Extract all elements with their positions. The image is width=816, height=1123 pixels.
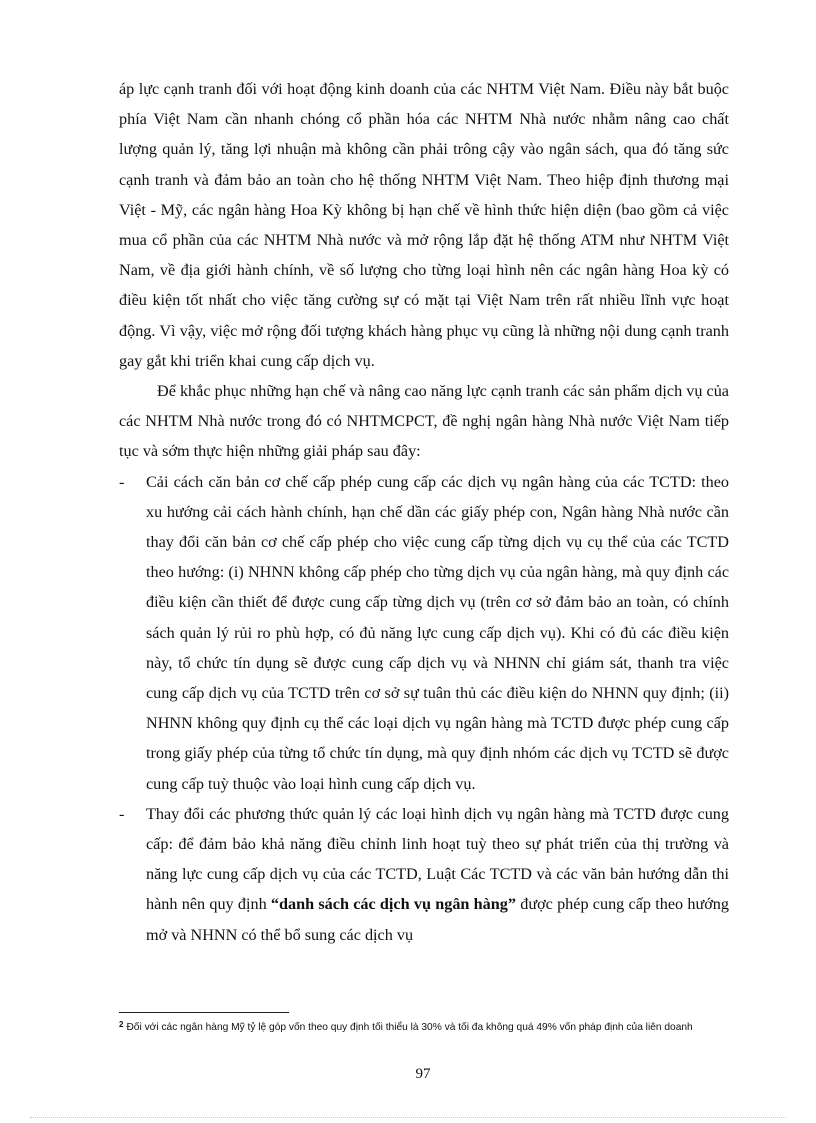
- paragraph-1: áp lực cạnh tranh đối với hoạt động kinh doanh của các NHTM Việt Nam. Điều này bắt buộc phía Việt Nam cần nhanh chóng cổ phần hóa các NHTM Nhà nước nhằm nâng cao chất lượng quản lý, tăng lợi nhuận mà không cần phải trông cậy vào ngân sách, qua đó tăng sức cạnh tranh và đảm bảo an toàn cho hệ thống NHTM Việt Nam. Theo hiệp định thương mại Việt - Mỹ, các ngân hàng Hoa Kỳ không bị hạn chế về hình thức hiện diện (bao gồm cả việc mua cổ phần của các NHTM Nhà nước và mở rộng lắp đặt hệ thống ATM như NHTM Việt Nam, về địa giới hành chính, về số lượng cho từng loại hình nên các ngân hàng Hoa kỳ có điều kiện tốt nhất cho việc tăng cường sự có mặt tại Việt Nam trên rất nhiều lĩnh vực hoạt động. Vì vậy, việc mở rộng đối tượng khách hàng phục vụ cũng là những nội dung cạnh tranh gay gắt khi triển khai cung cấp dịch vụ.: [119, 80, 729, 370]
- footnote-marker: 2: [119, 1020, 124, 1029]
- page-bottom-dotted-border: [30, 1117, 786, 1118]
- bullet-item-2-text-end: được phép cung cấp theo hướng mở và NHNN có thể bổ sung các dịch vụ: [146, 895, 729, 944]
- bullet-item-2: [119, 799, 729, 950]
- bullet-dash: -: [119, 472, 125, 491]
- bullet-item-2-bold-term: “danh sách các dịch vụ ngân hàng”: [270, 895, 516, 914]
- footnote: [119, 1018, 729, 1034]
- page-number: 97: [415, 1066, 431, 1082]
- bullet-item-1: [119, 467, 729, 799]
- paragraph-2: Để khắc phục những hạn chế và nâng cao năng lực cạnh tranh các sản phẩm dịch vụ của các NHTM Nhà nước trong đó có NHTMCPCT, đề nghị ngân hàng Nhà nước Việt Nam tiếp tục và sớm thực hiện những giải pháp sau đây:: [119, 382, 729, 461]
- bullet-item-2-text-start: Thay đổi các phương thức quản lý các loại hình dịch vụ ngân hàng mà TCTD được cung cấp: để đảm bảo khả năng điều chỉnh linh hoạt tuỳ theo sự phát triển của thị trường và năng lực cung cấp dịch vụ của các TCTD, Luật Các TCTD và các văn bản hướng dẫn thi hành nên quy định: [146, 804, 729, 914]
- body-text: [119, 74, 729, 950]
- bullet-dash: -: [119, 804, 125, 823]
- bullet-item-1-text: Cải cách căn bản cơ chế cấp phép cung cấp các dịch vụ ngân hàng của các TCTD: theo xu hướng cải cách hành chính, hạn chế dần các giấy phép con, Ngân hàng Nhà nước cần thay đổi căn bản cơ chế cấp phép cho việc cung cấp từng dịch vụ cụ thể của các TCTD theo hướng: (i) NHNN không cấp phép cho từng dịch vụ của ngân hàng, mà quy định các điều kiện cần thiết để được cung cấp từng dịch vụ (trên cơ sở đảm bảo an toàn, có chính sách quản lý rủi ro phù hợp, có đủ năng lực cung cấp dịch vụ). Khi có đủ các điều kiện này, tổ chức tín dụng sẽ được cung cấp dịch vụ và NHNN chỉ giám sát, thanh tra việc cung cấp dịch vụ của TCTD trên cơ sở sự tuân thủ các điều kiện do NHNN quy định; (ii) NHNN không quy định cụ thể các loại dịch vụ ngân hàng mà TCTD được phép cung cấp trong giấy phép của từng tổ chức tín dụng, mà quy định nhóm các dịch vụ TCTD sẽ được cung cấp tuỳ thuộc vào loại hình cung cấp dịch vụ.: [146, 472, 729, 793]
- footnote-separator: [119, 1012, 289, 1013]
- footnote-text: Đối với các ngân hàng Mỹ tỷ lệ góp vốn theo quy định tối thiểu là 30% và tối đa không quá 49% vốn pháp định của liên doanh: [126, 1022, 693, 1033]
